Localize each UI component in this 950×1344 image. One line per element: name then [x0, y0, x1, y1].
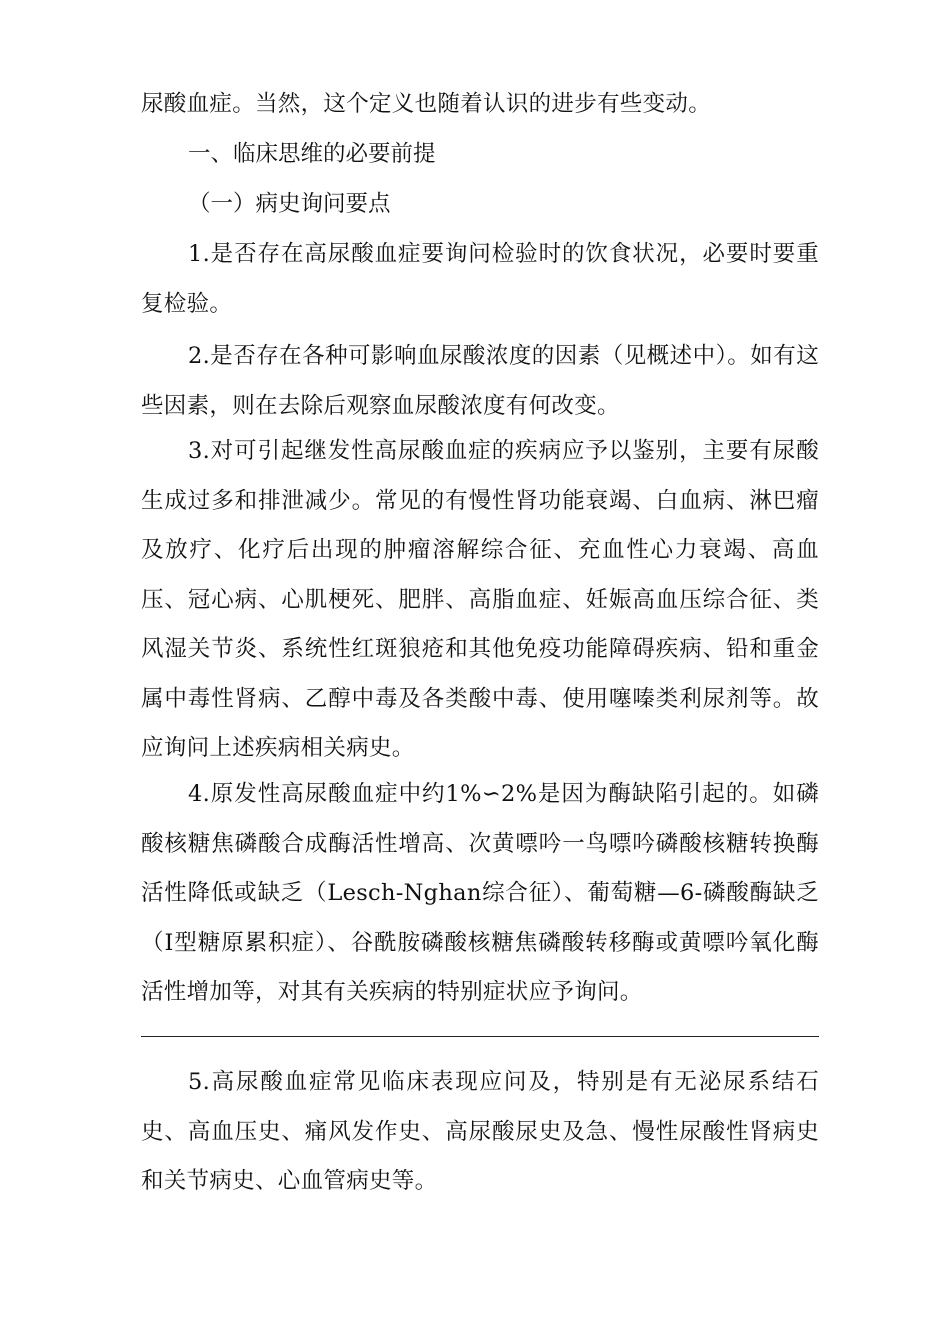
subsection-heading: （一）病史询问要点: [188, 191, 391, 217]
list-item-3: 3.对可引起继发性高尿酸血症的疾病应予以鉴别，主要有尿酸生成过多和排泄减少。常见的有慢性肾功能衰竭、白血病、淋巴瘤及放疗、化疗后出现的肿瘤溶解综合征、充血性心力衰竭、高血压、冠心病、心肌梗死、肥胖、高脂血症、妊娠高血压综合征、类风湿关节炎、系统性红斑狼疮和其他免疫功能障碍疾病、铅和重金属中毒性肾病、乙醇中毒及各类酸中毒、使用噻嗪类利尿剂等。故应询问上述疾病相关病史。: [141, 438, 819, 761]
section-heading: 一、临床思维的必要前提: [188, 141, 436, 167]
list-item-5: 5.高尿酸血症常见临床表现应问及，特别是有无泌尿系结石史、高血压史、痛风发作史、高尿酸尿史及急、慢性尿酸性肾病史和关节病史、心血管病史等。: [141, 1069, 819, 1194]
list-item-2: 2.是否存在各种可影响血尿酸浓度的因素（见概述中）。如有这些因素，则在去除后观察血尿酸浓度有何改变。: [141, 343, 819, 419]
list-item-4: 4.原发性高尿酸血症中约1%∽2%是因为酶缺陷引起的。如磷酸核糖焦磷酸合成酶活性增高、次黄嘌吟一鸟嘌吟磷酸核糖转换酶活性降低或缺乏（Lesch-Nghan综合征）、葡萄糖—6-磷酸酶缺乏（I型糖原累积症）、谷酰胺磷酸核糖焦磷酸转移酶或黄嘌吟氧化酶活性增加等，对其有关疾病的特别症状应予询问。: [141, 781, 819, 1005]
intro-line: 尿酸血症。当然，这个定义也随着认识的进步有些变动。: [141, 91, 712, 117]
page-divider: [141, 1036, 819, 1037]
list-item-1: 1.是否存在高尿酸血症要询问检验时的饮食状况，必要时要重复检验。: [141, 241, 819, 317]
